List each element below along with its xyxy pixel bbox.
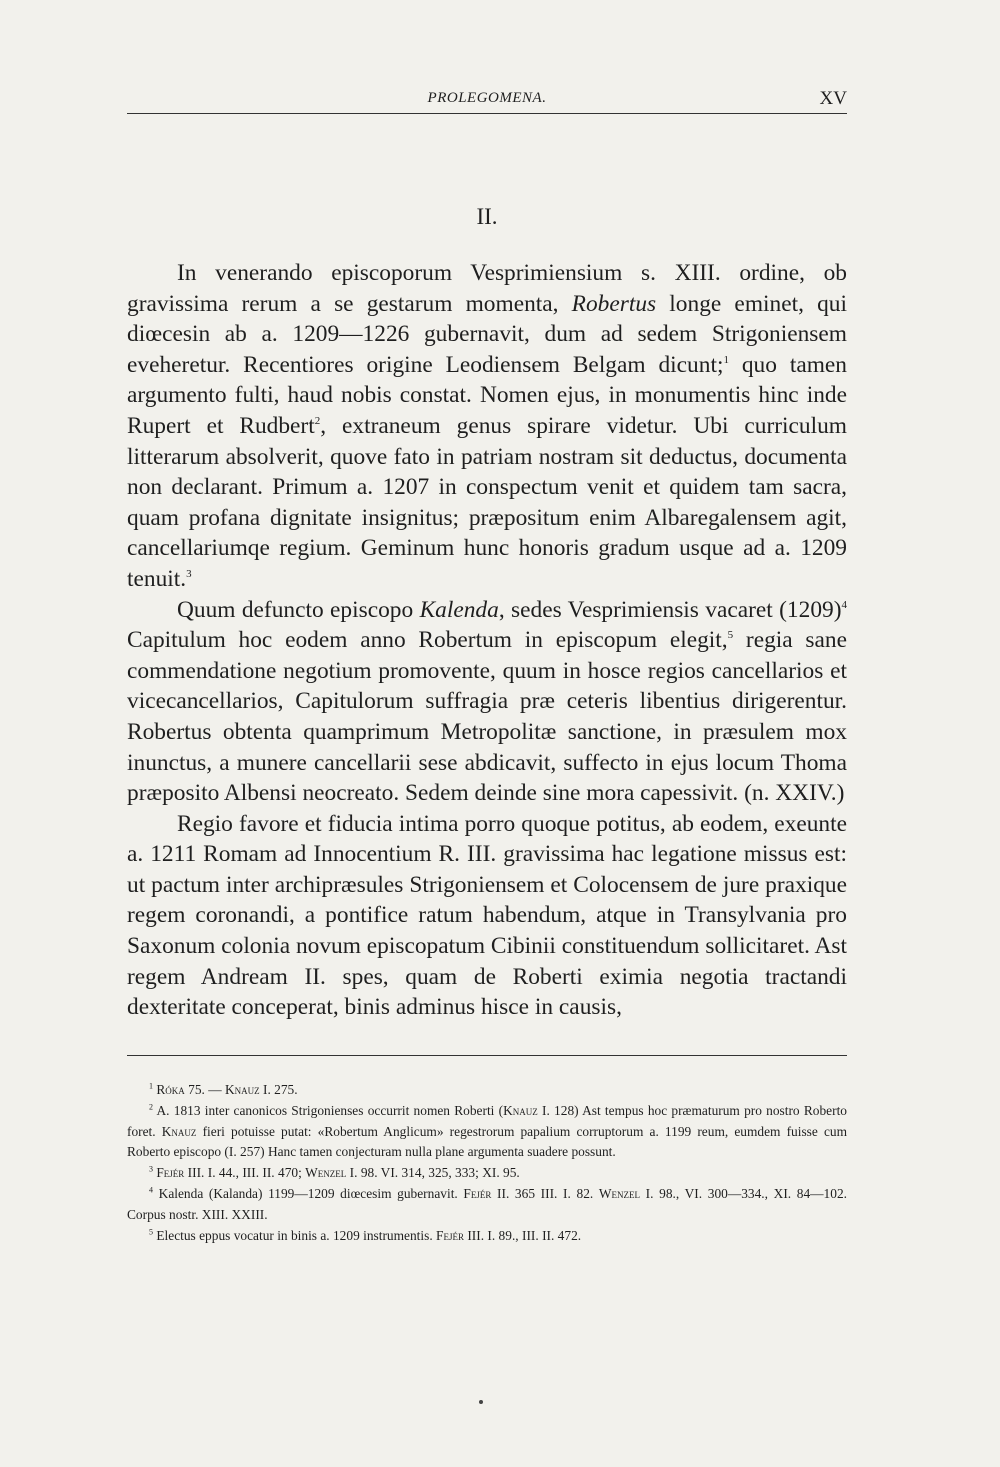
author-ref: Wenzel	[598, 1185, 641, 1201]
text-run: III. I. 89., III. II. 472.	[463, 1227, 582, 1243]
paragraph	[127, 595, 847, 809]
footnote-ref: 3	[186, 568, 192, 581]
header-rule	[127, 113, 847, 114]
main-text	[127, 258, 847, 1023]
text-run: A. 1813 inter canonicos Strigonienses occurrit nomen Roberti (	[153, 1102, 504, 1118]
text-run: I. 98., VI. 300—334., XI. 84—102. Corpus nostr. XIII. XXIII.	[127, 1185, 847, 1222]
footnote-ref: 5	[149, 1227, 153, 1237]
author-ref: Knauz	[503, 1102, 538, 1118]
text-run: In venerando episcoporum Vesprimiensium s. XIII. ordine, ob gravissima rerum a se gestarum momenta,	[127, 260, 847, 317]
text-run: Kalenda (Kalanda) 1199—1209 diœcesim gubernavit.	[153, 1185, 464, 1201]
text-run: I. 128) Ast tempus hoc præmaturum pro nostro Roberto foret.	[127, 1102, 847, 1139]
text-run: II. 365 III. I. 82.	[491, 1185, 599, 1201]
section-heading: II.	[476, 204, 498, 229]
text-run: Electus eppus vocatur in binis a. 1209 instrumentis.	[153, 1227, 437, 1243]
paragraph	[127, 809, 847, 1023]
running-header	[127, 88, 847, 112]
text-run: , extraneum genus spirare videtur. Ubi curriculum litterarum absolverit, quove fato in patriam nostram sit deductus, documenta non declarant. Primum a. 1207 in conspectum venit et quidem tam sacra, quam profana dignitate insignitus; præpositum enim Albaregalensem agit, cancellariumqe regium. Geminum hunc honoris gradum usque ad a. 1209 tenuit.	[127, 412, 847, 592]
running-title: PROLEGOMENA.	[427, 90, 547, 106]
footnote-rule	[127, 1055, 847, 1056]
text-run: I. 275.	[259, 1082, 298, 1097]
text-run: fieri potuisse putat: «Robertum Anglicum» regestrorum papalium corruptorum a. 1199 reum, eumdem fuisse cum Roberto episcopo (I. 257) Hanc tamen conjecturam nulla plane argumenta suadere possunt.	[127, 1123, 847, 1160]
footnote	[127, 1080, 847, 1101]
footnotes	[127, 1080, 847, 1246]
text-run: Regio favore et fiducia intima porro quoque potitus, ab eodem, exeunte a. 1211 Romam ad Innocentium R. III. gravissima hac legatione missus est: ut pactum inter archipræsules Strigoniensem et Colocensem de jure praxique regem coronandi, a pontifice ratum habendum, atque in Transylvania pro Saxonum colonia novum episcopatum Cibinii constituendum sollicitaret. Ast regem Andream II. spes, quam de Roberti eximia negotia tractandi dexteritate conceperat, binis adminus hisce in causis,	[127, 810, 847, 1021]
author-ref: Fejér	[156, 1165, 185, 1181]
text-run: I. 98. VI. 314, 325, 333; XI. 95.	[346, 1165, 520, 1181]
author-ref: Fejér	[463, 1185, 492, 1201]
footnote	[127, 1184, 847, 1226]
footnote	[127, 1101, 847, 1163]
text-run: III. I. 44., III. II. 470;	[184, 1165, 306, 1181]
author-ref: Wenzel	[305, 1165, 347, 1181]
footnote	[127, 1226, 847, 1247]
footnote-ref: 2	[314, 415, 321, 428]
text-run: , sedes Vesprimiensis vacaret (1209)	[498, 596, 842, 623]
footnote-ref: 5	[727, 629, 734, 642]
text-run: Capitulum hoc eodem anno Robertum in episcopum elegit,	[127, 627, 728, 654]
page-number: XV	[819, 88, 847, 109]
footnote-ref: 4	[149, 1185, 153, 1195]
author-ref: Fejér	[436, 1227, 464, 1243]
text-run: 75. —	[184, 1082, 225, 1097]
text-run: quo tamen argumento fulti, haud nobis constat. Nomen ejus, in monumentis hinc inde Rupert et Rudbert	[127, 351, 847, 439]
footnote-ref: 3	[149, 1164, 153, 1174]
text-run: Quum defuncto episcopo	[177, 596, 420, 623]
author-ref: Knauz	[161, 1123, 197, 1139]
footnote-ref: 4	[841, 598, 847, 611]
footnote-ref: 1	[149, 1081, 153, 1091]
author-ref: Knauz	[224, 1082, 260, 1097]
footnote	[127, 1163, 847, 1184]
italic-name: Kalenda	[419, 596, 499, 623]
footnote-ref: 2	[149, 1102, 153, 1112]
text-run: longe eminet, qui diœcesin ab a. 1209—1226 gubernavit, dum ad sedem Strigoniensem eveheretur. Recentiores origine Leodiensem Belgam dicunt;	[127, 290, 847, 378]
footnote-ref: 1	[723, 353, 729, 366]
page-mark	[479, 1400, 483, 1404]
paragraph	[127, 258, 847, 595]
text-run: regia sane commendatione negotium promovente, quum in hosce regios cancellarios et vicecancellarios, Capitulorum suffragia præ ceteris libentius dirigerentur. Robertus obtenta quamprimum Metropolitæ sanctione, in præsulem mox inunctus, a munere cancellarii sese abdicavit, suffecto in ejus locum Thoma præposito Albensi neocreato. Sedem deinde sine mora capessivit. (n. XXIV.)	[127, 627, 847, 807]
author-ref: Róka	[156, 1082, 185, 1097]
italic-name: Robertus	[571, 290, 657, 317]
